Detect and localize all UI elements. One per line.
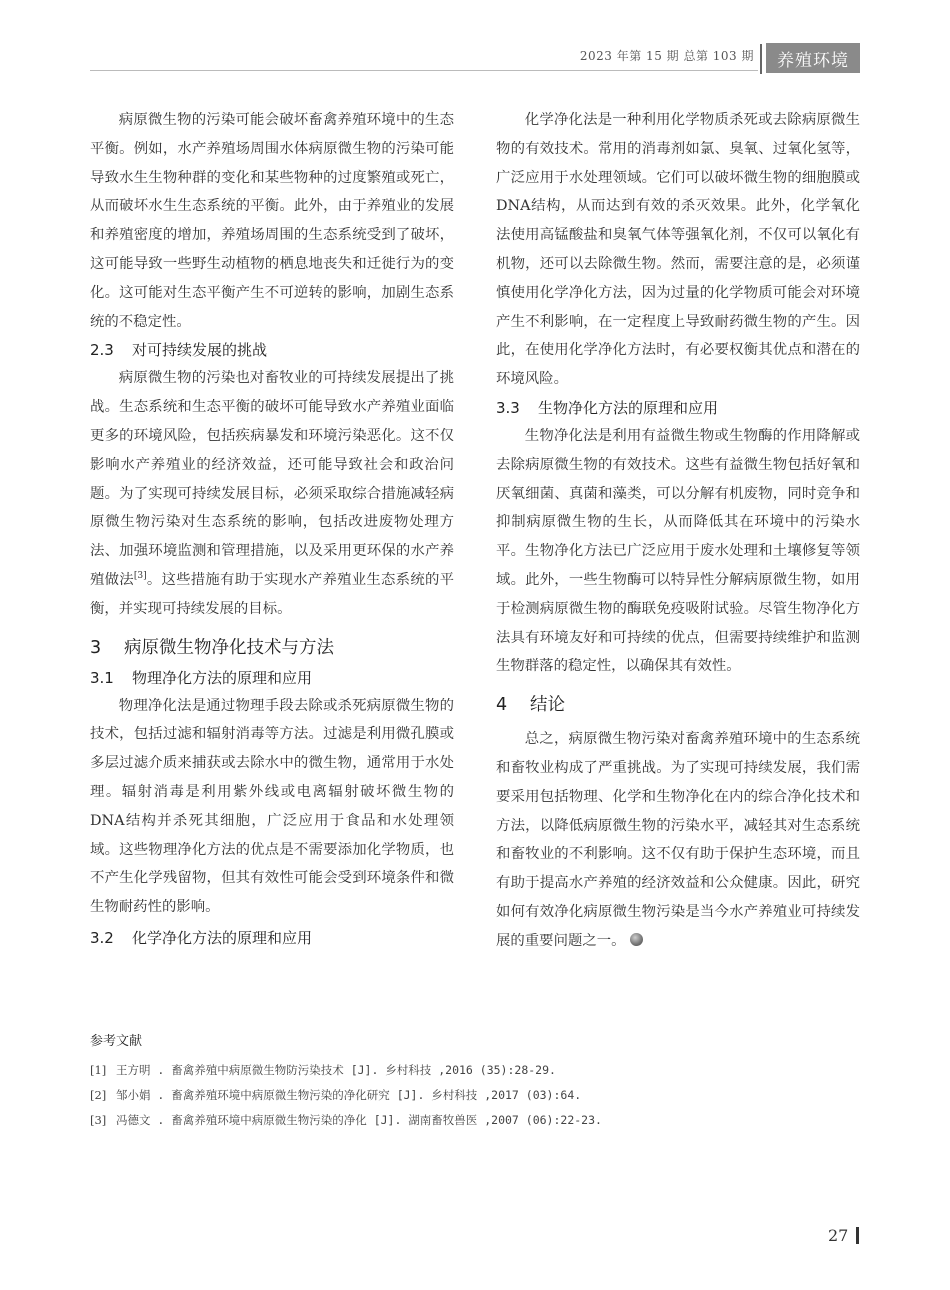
heading-title: 生物净化方法的原理和应用 xyxy=(538,398,719,417)
heading-title: 化学净化方法的原理和应用 xyxy=(132,928,313,947)
heading-title: 结论 xyxy=(530,695,565,716)
heading-2-3 xyxy=(90,340,454,360)
citation-3[interactable]: [3] xyxy=(133,571,147,582)
paragraph-text: 病原微生物的污染也对畜牧业的可持续发展提出了挑战。生态系统和生态平衡的破坏可能导致水产养殖业面临更多的环境风险，包括疾病暴发和环境污染恶化。这不仅影响水产养殖业的经济效益，还可能导致社会和政治问题。为了实现可持续发展目标，必须采取综合措施减轻病原微生物污染对生态系统的影响，包括改进废物处理方法、加强环境监测和管理措施，以及采用更环保的水产养殖做法 xyxy=(90,370,454,588)
paragraph-text: 总之，病原微生物污染对畜禽养殖环境中的生态系统和畜牧业构成了严重挑战。为了实现可持续发展，我们需要采用包括物理、化学和生物净化在内的综合净化技术和方法，以降低病原微生物的污染水平，减轻其对生态系统和畜牧业的不利影响。这不仅有助于保护生态环境，而且有助于提高水产养殖的经济效益和公众健康。因此，研究如何有效净化病原微生物污染是当今水产养殖业可持续发展的重要问题之一。 xyxy=(496,731,860,949)
paragraph-chemical-purification: 化学净化法是一种利用化学物质杀死或去除病原微生物的有效技术。常用的消毒剂如氯、臭氧、过氧化氢等，广泛应用于水处理领域。它们可以破坏微生物的细胞膜或DNA结构，从而达到有效的杀灭效果。此外，化学氧化法使用高锰酸盐和臭氧气体等强氧化剂，不仅可以氧化有机物，还可以去除微生物。然而，需要注意的是，必须谨慎使用化学净化方法，因为过量的化学物质可能会对环境产生不利影响，在一定程度上导致耐药微生物的产生。因此，在使用化学净化方法时，有必要权衡其优点和潜在的环境风险。 xyxy=(496,112,860,388)
heading-4 xyxy=(496,693,860,717)
page-number-bar xyxy=(856,1227,859,1244)
heading-number: 3.2 xyxy=(90,928,114,947)
heading-title: 物理净化方法的原理和应用 xyxy=(132,668,313,687)
paragraph-physical-purification: 物理净化法是通过物理手段去除或杀死病原微生物的技术，包括过滤和辐射消毒等方法。过滤是利用微孔膜或多层过滤介质来捕获或去除水中的微生物，通常用于水处理。辐射消毒是利用紫外线或电离辐射破坏微生物的DNA结构并杀死其细胞，广泛应用于食品和水处理领域。这些物理净化方法的优点是不需要添加化学物质，也不产生化学残留物，但其有效性可能会受到环境条件和微生物耐药性的影响。 xyxy=(90,697,454,916)
paragraph-conclusion xyxy=(496,725,860,955)
reference-text: 王方明 . 畜禽养殖中病原微生物防污染技术 [J]. 乡村科技 ,2016 (35):28-29. xyxy=(116,1063,556,1077)
heading-number: 2.3 xyxy=(90,341,114,360)
heading-number: 3.1 xyxy=(90,668,114,687)
reference-text: 冯德文 . 畜禽养殖环境中病原微生物污染的净化 [J]. 湖南畜牧兽医 ,2007 (06):22-23. xyxy=(116,1113,602,1127)
references xyxy=(90,1030,850,1133)
header-separator xyxy=(760,44,762,74)
heading-3-2 xyxy=(90,928,454,948)
heading-title: 对可持续发展的挑战 xyxy=(132,341,268,360)
left-column xyxy=(90,106,454,952)
page-number: 27 xyxy=(828,1226,849,1245)
paragraph-biological-purification: 生物净化法是利用有益微生物或生物酶的作用降解或去除病原微生物的有效技术。这些有益微生物包括好氧和厌氧细菌、真菌和藻类，可以分解有机废物，同时竞争和抑制病原微生物的生长，从而降低其在环境中的污染水平。生物净化方法已广泛应用于废水处理和土壤修复等领域。此外，一些生物酶可以特异性分解病原微生物，如用于检测病原微生物的酶联免疫吸附试验。尽管生物净化方法具有环境友好和可持续的优点，但需要持续维护和监测生物群落的稳定性，以确保其有效性。 xyxy=(496,427,860,675)
right-column xyxy=(496,106,860,956)
reference-item xyxy=(90,1083,850,1108)
heading-3-1 xyxy=(90,668,454,688)
references-title: 参考文献 xyxy=(90,1034,143,1049)
issue-info: 2023 年第 15 期 总第 103 期 xyxy=(579,49,754,63)
reference-text: 邹小娟 . 畜禽养殖环境中病原微生物污染的净化研究 [J]. 乡村科技 ,2017 (03):64. xyxy=(116,1088,582,1102)
heading-number: 3 xyxy=(90,637,102,658)
paragraph-text: 。这些措施有助于实现水产养殖业生态系统的平衡，并实现可持续发展的目标。 xyxy=(90,571,454,617)
heading-3 xyxy=(90,636,454,660)
heading-number: 3.3 xyxy=(496,398,520,417)
section-badge: 养殖环境 xyxy=(766,43,860,73)
header-rule xyxy=(90,70,758,71)
paragraph-ecological-balance: 病原微生物的污染可能会破坏畜禽养殖环境中的生态平衡。例如，水产养殖场周围水体病原微生物的污染可能导致水生生物种群的变化和某些物种的过度繁殖或死亡，从而破坏水生生态系统的平衡。此外，由于养殖业的发展和养殖密度的增加，养殖场周围的生态系统受到了破坏，这可能导致一些野生动植物的栖息地丧失和迁徙行为的变化。这可能对生态平衡产生不可逆转的影响，加剧生态系统的不稳定性。 xyxy=(90,112,454,330)
reference-number: [2] xyxy=(90,1088,107,1102)
reference-item xyxy=(90,1108,850,1133)
heading-number: 4 xyxy=(496,695,508,716)
end-mark-icon xyxy=(630,933,643,946)
reference-number: [3] xyxy=(90,1113,107,1127)
heading-3-3 xyxy=(496,398,860,418)
reference-item xyxy=(90,1058,850,1083)
paragraph-sustainability xyxy=(90,364,454,623)
reference-number: [1] xyxy=(90,1063,107,1077)
heading-title: 病原微生物净化技术与方法 xyxy=(124,637,334,658)
